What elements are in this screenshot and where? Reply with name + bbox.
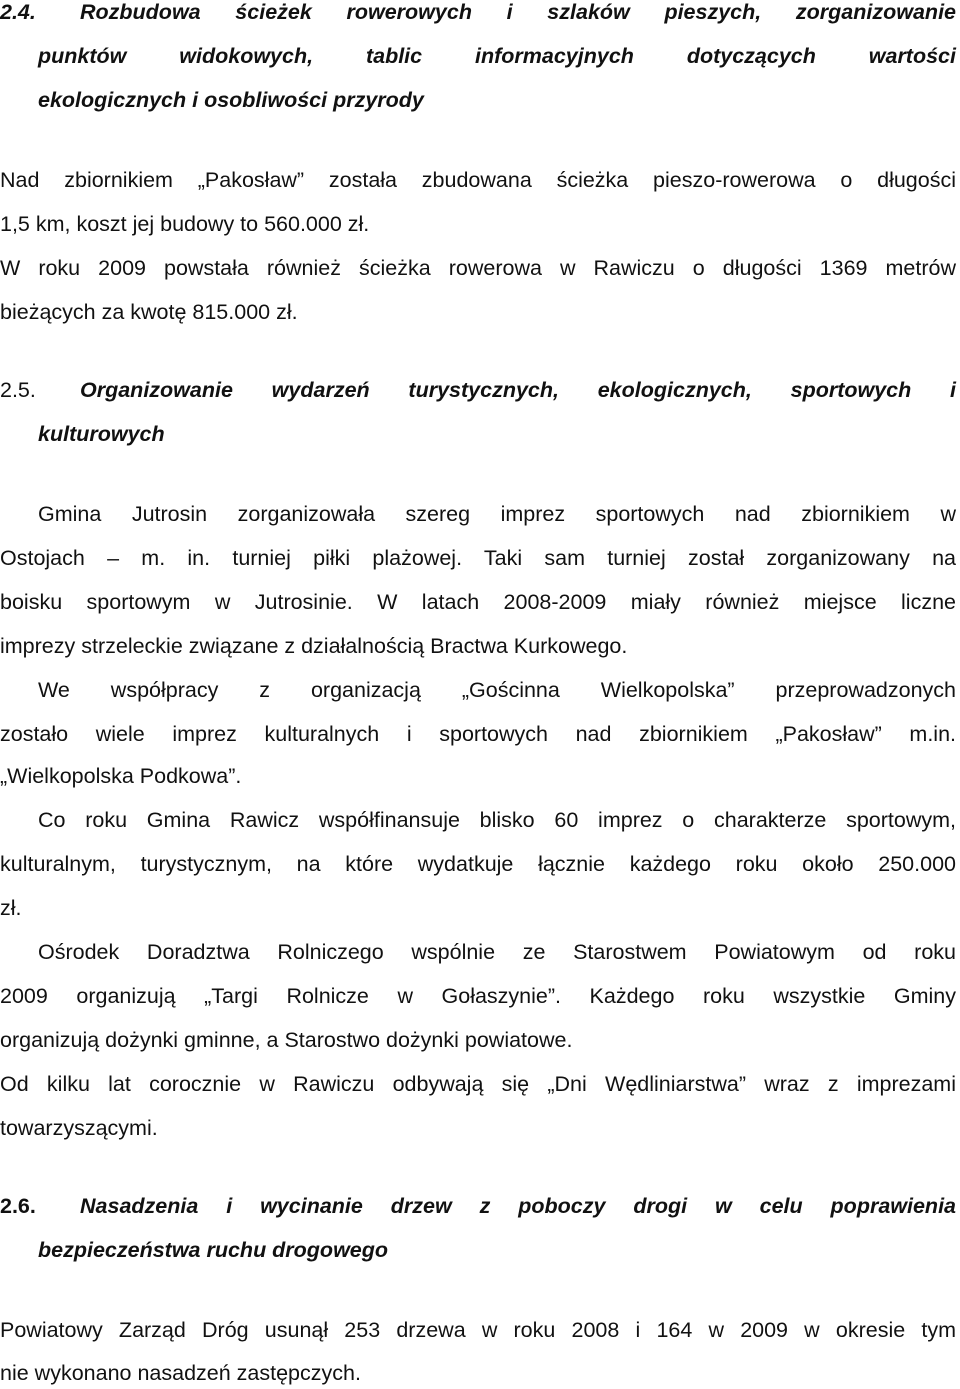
section-2-5-body-line-5: We współpracy z organizacją „Gościnna Wielkopolska” przeprowadzonych [38,678,956,702]
section-2-4-heading-line-1 [0,0,956,26]
section-2-6-title-line-1: Nasadzenia i wycinanie drzew z poboczy drogi w celu poprawienia [80,1194,956,1218]
section-2-5-number: 2.5. [0,378,36,402]
section-2-5-body-line-7: „Wielkopolska Podkowa”. [0,764,242,788]
section-2-5-body-line-9: kulturalnym, turystycznym, na które wydatkuje łącznie każdego roku około 250.000 [0,852,956,876]
section-2-6-heading-line-1 [0,1192,956,1220]
section-2-5-title-line-2: kulturowych [38,422,165,446]
section-2-4-number: 2.4. [0,0,36,24]
section-2-4-body-line-1: Nad zbiornikiem „Pakosław” została zbudowana ścieżka pieszo-rowerowa o długości [0,168,956,192]
section-2-4-body-line-2: 1,5 km, koszt jej budowy to 560.000 zł. [0,212,370,236]
section-2-6-title-line-2: bezpieczeństwa ruchu drogowego [38,1238,389,1262]
section-2-5-body-line-10: zł. [0,896,22,920]
section-2-5-body-line-1: Gmina Jutrosin zorganizowała szereg imprez sportowych nad zbiornikiem w [38,502,956,526]
section-2-4-body-line-3: W roku 2009 powstała również ścieżka rowerowa w Rawiczu o długości 1369 metrów [0,256,956,280]
section-2-6-number: 2.6. [0,1194,36,1218]
section-2-5-body-line-6: zostało wiele imprez kulturalnych i sportowych nad zbiornikiem „Pakosław” m.in. [0,722,956,746]
section-2-6-body-line-2: nie wykonano nasadzeń zastępczych. [0,1361,361,1385]
section-2-4-title-line-2: punktów widokowych, tablic informacyjnych dotyczących wartości [38,44,956,68]
section-2-5-body-line-15: towarzyszącymi. [0,1116,158,1140]
section-2-5-body-line-12: 2009 organizują „Targi Rolnicze w Gołaszynie”. Każdego roku wszystkie Gminy [0,984,956,1008]
section-2-5-body-line-13: organizują dożynki gminne, a Starostwo dożynki powiatowe. [0,1028,573,1052]
section-2-5-title-line-1: Organizowanie wydarzeń turystycznych, ekologicznych, sportowych i [80,378,956,402]
section-2-5-body-line-2: Ostojach – m. in. turniej piłki plażowej. Taki sam turniej został zorganizowany na [0,546,956,570]
section-2-5-body-line-11: Ośrodek Doradztwa Rolniczego wspólnie ze Starostwem Powiatowym od roku [38,940,956,964]
section-2-6-body-line-1: Powiatowy Zarząd Dróg usunął 253 drzewa w roku 2008 i 164 w 2009 w okresie tym [0,1318,956,1342]
section-2-5-body-line-8: Co roku Gmina Rawicz współfinansuje blisko 60 imprez o charakterze sportowym, [38,808,956,832]
section-2-5-body-line-14: Od kilku lat corocznie w Rawiczu odbywają się „Dni Wędliniarstwa” wraz z imprezami [0,1072,956,1096]
section-2-4-body-line-4: bieżących za kwotę 815.000 zł. [0,300,298,324]
section-2-4-title-line-1: Rozbudowa ścieżek rowerowych i szlaków pieszych, zorganizowanie [80,0,956,24]
section-2-5-body-line-4: imprezy strzeleckie związane z działalnością Bractwa Kurkowego. [0,634,628,658]
section-2-5-heading-line-1 [0,376,956,404]
section-2-5-body-line-3: boisku sportowym w Jutrosinie. W latach 2008-2009 miały również miejsce liczne [0,590,956,614]
section-2-4-title-line-3: ekologicznych i osobliwości przyrody [38,88,424,112]
